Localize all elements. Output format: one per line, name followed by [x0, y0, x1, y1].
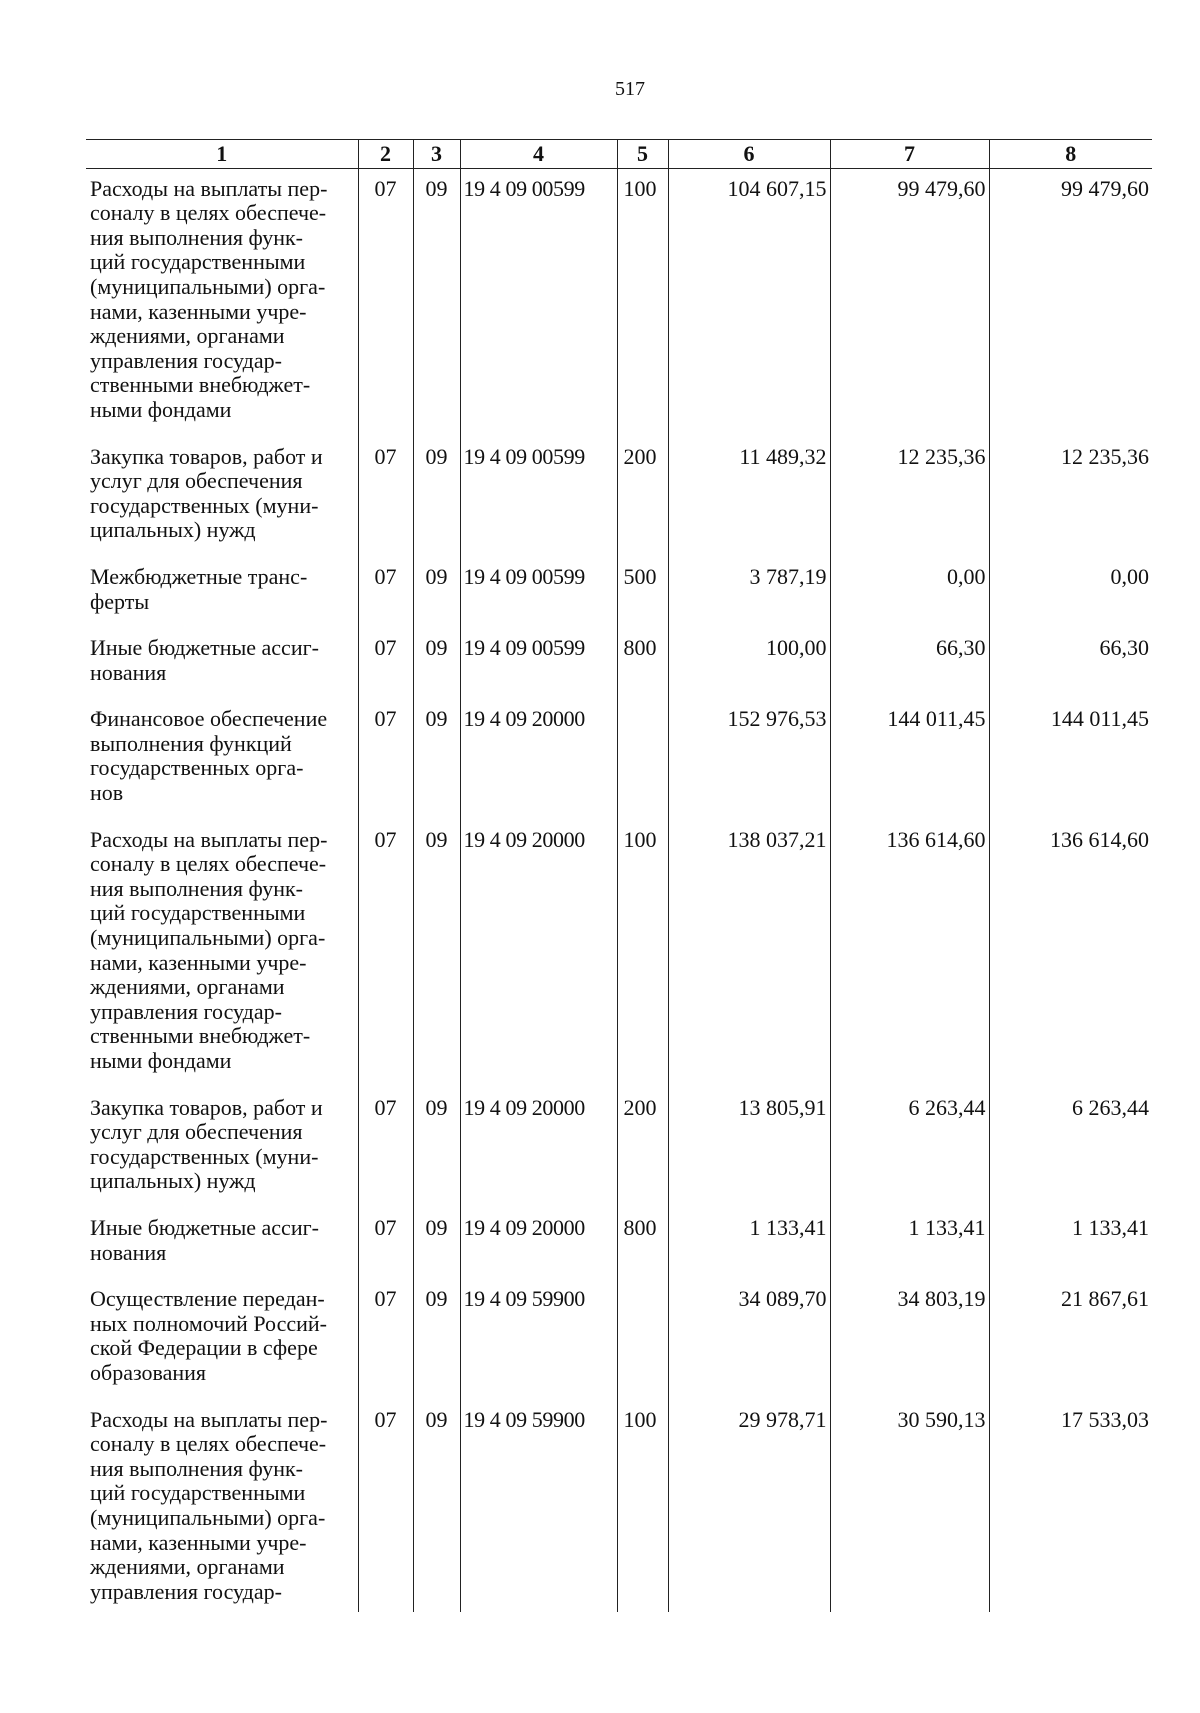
cell-amount-col-7: 6 263,44 [830, 1088, 989, 1208]
description-line: соналу в целях обеспече- [90, 851, 327, 877]
description-line: ными фондами [90, 1048, 232, 1073]
header-col-3: 3 [413, 140, 460, 169]
cell-amount-col-7: 30 590,13 [830, 1400, 989, 1613]
table-row [86, 1279, 1152, 1399]
cell-amount-col-7: 0,00 [830, 557, 989, 628]
cell-amount-col-6: 3 787,19 [668, 557, 830, 628]
cell-section: 07 [358, 1279, 413, 1399]
description-line: ской Федерации в сфере [90, 1335, 318, 1361]
description-line: ферты [90, 588, 150, 614]
cell-target-article: 19 4 09 00599 [460, 437, 617, 557]
cell-amount-col-7: 12 235,36 [830, 437, 989, 557]
cell-expense-type: 100 [617, 820, 668, 1088]
description-line: государственных (муни- [90, 492, 319, 518]
description-line: выполнения функций [90, 730, 292, 756]
table-row [86, 1400, 1152, 1613]
table-row [86, 820, 1152, 1088]
description-line: ципальных) нужд [90, 1168, 256, 1194]
description-line: Межбюджетные транс- [90, 563, 308, 589]
description-line: нами, казенными учре- [90, 949, 307, 975]
description-line: ственными внебюджет- [90, 1023, 311, 1049]
cell-amount-col-8: 17 533,03 [989, 1400, 1152, 1613]
header-col-5: 5 [617, 140, 668, 169]
cell-target-article: 19 4 09 20000 [460, 1208, 617, 1279]
cell-description [86, 1088, 358, 1208]
description-line: Закупка товаров, работ и [90, 1094, 323, 1120]
description-line: нования [90, 1239, 167, 1265]
table-row [86, 1208, 1152, 1279]
cell-amount-col-6: 104 607,15 [668, 168, 830, 436]
cell-subsection: 09 [413, 437, 460, 557]
description-line: ждениями, органами [90, 1554, 285, 1580]
description-line: услуг для обеспечения [90, 468, 303, 494]
budget-table [86, 139, 1152, 1612]
cell-subsection: 09 [413, 557, 460, 628]
description-line: государственных орга- [90, 755, 304, 781]
description-line: ций государственными [90, 900, 306, 926]
description-line: Финансовое обеспечение [90, 706, 328, 732]
description-line: ных полномочий Россий- [90, 1310, 327, 1336]
cell-target-article: 19 4 09 59900 [460, 1400, 617, 1613]
description-line: образования [90, 1359, 207, 1385]
table-row [86, 557, 1152, 628]
description-line: ждениями, органами [90, 323, 285, 349]
cell-amount-col-8: 99 479,60 [989, 168, 1152, 436]
description-line: ния выполнения функ- [90, 875, 303, 901]
cell-section: 07 [358, 557, 413, 628]
cell-section: 07 [358, 699, 413, 819]
cell-description [86, 628, 358, 699]
header-col-8: 8 [989, 140, 1152, 169]
cell-description [86, 820, 358, 1088]
cell-amount-col-6: 1 133,41 [668, 1208, 830, 1279]
header-col-1: 1 [86, 140, 358, 169]
cell-expense-type: 100 [617, 168, 668, 436]
cell-section: 07 [358, 628, 413, 699]
description-line: нами, казенными учре- [90, 1529, 307, 1555]
cell-target-article: 19 4 09 20000 [460, 699, 617, 819]
cell-description [86, 699, 358, 819]
cell-amount-col-8: 21 867,61 [989, 1279, 1152, 1399]
description-line: Расходы на выплаты пер- [90, 175, 328, 201]
description-line: Иные бюджетные ассиг- [90, 1214, 319, 1240]
cell-subsection: 09 [413, 699, 460, 819]
cell-amount-col-8: 66,30 [989, 628, 1152, 699]
cell-target-article: 19 4 09 59900 [460, 1279, 617, 1399]
description-line: ждениями, органами [90, 974, 285, 1000]
cell-expense-type: 800 [617, 1208, 668, 1279]
cell-expense-type: 500 [617, 557, 668, 628]
header-col-4: 4 [460, 140, 617, 169]
description-line: управления государ- [90, 998, 282, 1024]
description-line: соналу в целях обеспече- [90, 200, 327, 226]
cell-section: 07 [358, 168, 413, 436]
cell-amount-col-8: 136 614,60 [989, 820, 1152, 1088]
description-line: Расходы на выплаты пер- [90, 1406, 328, 1432]
table-row [86, 628, 1152, 699]
cell-expense-type: 200 [617, 437, 668, 557]
cell-amount-col-6: 11 489,32 [668, 437, 830, 557]
description-line: (муниципальными) орга- [90, 925, 326, 951]
cell-amount-col-6: 13 805,91 [668, 1088, 830, 1208]
cell-target-article: 19 4 09 00599 [460, 628, 617, 699]
description-line: нования [90, 659, 167, 685]
cell-amount-col-8: 1 133,41 [989, 1208, 1152, 1279]
description-line: нов [90, 780, 124, 806]
cell-subsection: 09 [413, 1208, 460, 1279]
cell-expense-type: 200 [617, 1088, 668, 1208]
cell-section: 07 [358, 1400, 413, 1613]
description-line: ственными внебюджет- [90, 372, 311, 398]
cell-subsection: 09 [413, 1400, 460, 1613]
cell-expense-type [617, 699, 668, 819]
cell-amount-col-8: 12 235,36 [989, 437, 1152, 557]
description-line: управления государ- [90, 1578, 282, 1604]
cell-amount-col-6: 29 978,71 [668, 1400, 830, 1613]
cell-section: 07 [358, 820, 413, 1088]
cell-subsection: 09 [413, 168, 460, 436]
description-line: (муниципальными) орга- [90, 273, 326, 299]
cell-description [86, 1400, 358, 1613]
description-line: Осуществление передан- [90, 1286, 325, 1312]
cell-section: 07 [358, 1208, 413, 1279]
table-header [86, 140, 1152, 169]
description-line: ций государственными [90, 249, 306, 275]
cell-subsection: 09 [413, 628, 460, 699]
cell-target-article: 19 4 09 20000 [460, 1088, 617, 1208]
cell-target-article: 19 4 09 20000 [460, 820, 617, 1088]
cell-amount-col-8: 144 011,45 [989, 699, 1152, 819]
description-line: управления государ- [90, 347, 282, 373]
cell-amount-col-8: 0,00 [989, 557, 1152, 628]
cell-subsection: 09 [413, 1088, 460, 1208]
cell-amount-col-7: 144 011,45 [830, 699, 989, 819]
header-row [86, 140, 1152, 169]
table-row [86, 1088, 1152, 1208]
cell-amount-col-6: 34 089,70 [668, 1279, 830, 1399]
table-row [86, 699, 1152, 819]
description-line: ций государственными [90, 1480, 306, 1506]
description-line: нами, казенными учре- [90, 298, 307, 324]
cell-amount-col-7: 136 614,60 [830, 820, 989, 1088]
cell-subsection: 09 [413, 1279, 460, 1399]
cell-amount-col-6: 138 037,21 [668, 820, 830, 1088]
cell-target-article: 19 4 09 00599 [460, 168, 617, 436]
table-body [86, 168, 1152, 1612]
description-line: Расходы на выплаты пер- [90, 826, 328, 852]
cell-target-article: 19 4 09 00599 [460, 557, 617, 628]
cell-amount-col-7: 66,30 [830, 628, 989, 699]
cell-amount-col-7: 34 803,19 [830, 1279, 989, 1399]
table-row [86, 437, 1152, 557]
cell-amount-col-7: 99 479,60 [830, 168, 989, 436]
cell-expense-type: 800 [617, 628, 668, 699]
description-line: (муниципальными) орга- [90, 1504, 326, 1530]
description-line: ния выполнения функ- [90, 1455, 303, 1481]
cell-amount-col-6: 152 976,53 [668, 699, 830, 819]
description-line: Иные бюджетные ассиг- [90, 635, 319, 661]
description-line: ния выполнения функ- [90, 224, 303, 250]
cell-description [86, 1208, 358, 1279]
description-line: соналу в целях обеспече- [90, 1431, 327, 1457]
cell-amount-col-8: 6 263,44 [989, 1088, 1152, 1208]
cell-section: 07 [358, 437, 413, 557]
table-row [86, 168, 1152, 436]
header-col-6: 6 [668, 140, 830, 169]
cell-description [86, 1279, 358, 1399]
description-line: государственных (муни- [90, 1143, 319, 1169]
page-number: 517 [615, 78, 645, 100]
description-line: услуг для обеспечения [90, 1119, 303, 1145]
cell-amount-col-7: 1 133,41 [830, 1208, 989, 1279]
cell-amount-col-6: 100,00 [668, 628, 830, 699]
cell-expense-type: 100 [617, 1400, 668, 1613]
description-line: ными фондами [90, 396, 232, 422]
cell-description [86, 557, 358, 628]
cell-description [86, 168, 358, 436]
cell-description [86, 437, 358, 557]
cell-section: 07 [358, 1088, 413, 1208]
description-line: Закупка товаров, работ и [90, 443, 323, 469]
cell-expense-type [617, 1279, 668, 1399]
cell-subsection: 09 [413, 820, 460, 1088]
description-line: ципальных) нужд [90, 517, 256, 543]
header-col-2: 2 [358, 140, 413, 169]
header-col-7: 7 [830, 140, 989, 169]
